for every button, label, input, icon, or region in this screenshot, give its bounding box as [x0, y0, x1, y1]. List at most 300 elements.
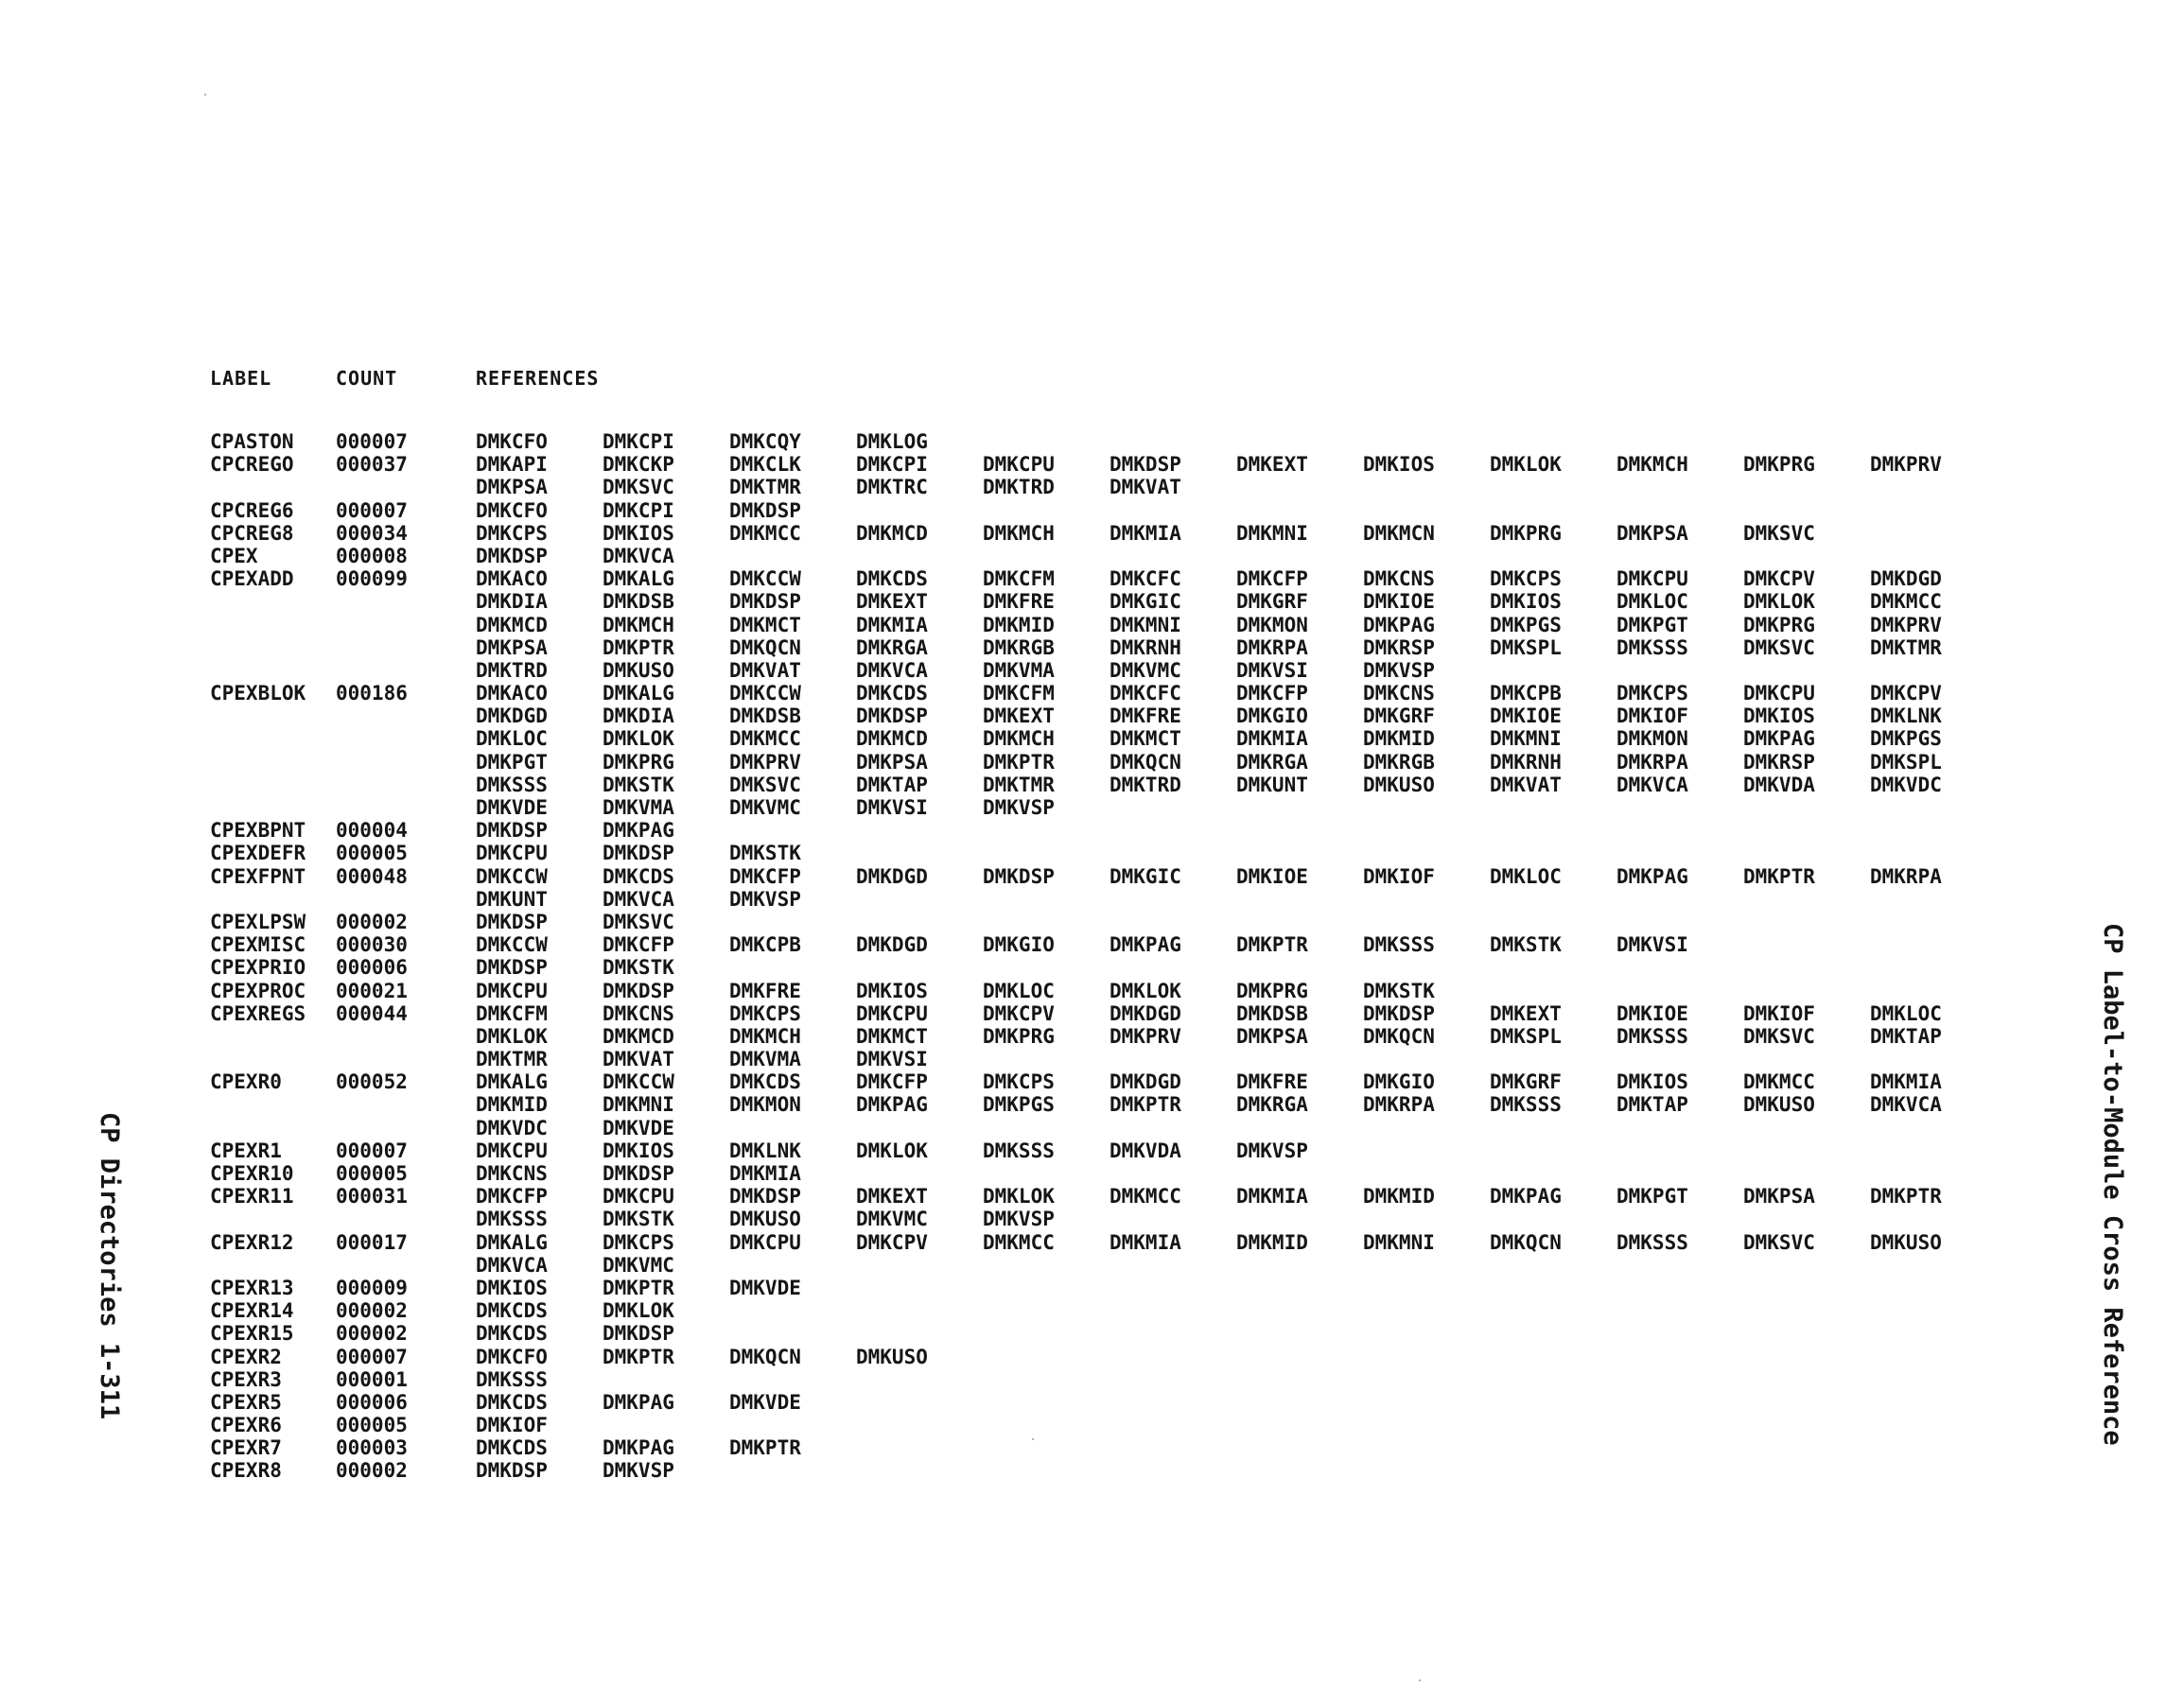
module-reference: DMKPGS	[1490, 613, 1562, 636]
module-reference: DMKCFC	[1109, 682, 1181, 705]
module-reference: DMKDSP	[476, 819, 548, 843]
module-reference: DMKDSP	[603, 1322, 674, 1346]
page-title-side: CP Label-to-Module Cross Reference	[2098, 923, 2127, 1446]
module-reference: DMKPGT	[476, 750, 548, 774]
module-reference: DMKPTR	[1743, 864, 1815, 888]
module-reference: DMKMIA	[1236, 727, 1308, 751]
module-reference: DMKFRE	[1236, 1070, 1308, 1094]
module-reference: DMKSPL	[1870, 750, 1942, 774]
row-label: CPEXPRIO	[210, 956, 306, 980]
module-reference: DMKCFM	[983, 682, 1055, 705]
module-reference: DMKDSP	[983, 864, 1055, 888]
row-count: 000048	[336, 864, 408, 888]
row-count: 000007	[336, 430, 408, 453]
module-reference: DMKCFO	[476, 498, 548, 522]
module-reference: DMKPTR	[1870, 1185, 1942, 1209]
table-row	[0, 453, 2184, 476]
module-reference: DMKGIO	[1363, 1070, 1435, 1094]
module-reference: DMKCDS	[476, 1390, 548, 1414]
row-label: CPEXDEFR	[210, 842, 306, 865]
module-reference: DMKCDS	[856, 682, 928, 705]
module-reference: DMKCPI	[603, 430, 674, 453]
row-count: 000007	[336, 498, 408, 522]
row-count: 000017	[336, 1230, 408, 1254]
row-count: 000030	[336, 933, 408, 957]
module-reference: DMKPRV	[729, 750, 801, 774]
module-reference: DMKVSI	[856, 1048, 928, 1071]
module-reference: DMKDGD	[856, 864, 928, 888]
module-reference: DMKALG	[476, 1230, 548, 1254]
module-reference: DMKVSP	[603, 1459, 674, 1483]
module-reference: DMKQCN	[729, 635, 801, 659]
module-reference: DMKDIA	[476, 590, 548, 614]
module-reference: DMKALG	[476, 1070, 548, 1094]
module-reference: DMKMID	[476, 1093, 548, 1117]
table-row-continuation	[0, 888, 2184, 911]
module-reference: DMKLOK	[1490, 453, 1562, 477]
module-reference: DMKPTR	[1109, 1093, 1181, 1117]
module-reference: DMKLOK	[603, 727, 674, 751]
module-reference: DMKTMR	[729, 476, 801, 499]
module-reference: DMKIOS	[603, 521, 674, 545]
table-row	[0, 1459, 2184, 1482]
module-reference: DMKVSI	[1236, 658, 1308, 682]
row-count: 000044	[336, 1001, 408, 1025]
module-reference: DMKMIA	[1109, 521, 1181, 545]
module-reference: DMKVMC	[856, 1208, 928, 1231]
module-reference: DMKCKP	[603, 453, 674, 477]
module-reference: DMKCPV	[1743, 567, 1815, 591]
module-reference: DMKIOS	[856, 979, 928, 1002]
module-reference: DMKSTK	[729, 842, 801, 865]
row-count: 000002	[336, 1299, 408, 1323]
table-row-continuation	[0, 1117, 2184, 1139]
module-reference: DMKQCN	[1363, 1024, 1435, 1048]
table-row	[0, 522, 2184, 545]
module-reference: DMKCPS	[1616, 682, 1688, 705]
cross-reference-table	[0, 430, 2184, 1483]
module-reference: DMKIOS	[476, 1276, 548, 1299]
module-reference: DMKCDS	[729, 1070, 801, 1094]
module-reference: DMKACO	[476, 567, 548, 591]
module-reference: DMKIOS	[1616, 1070, 1688, 1094]
module-reference: DMKSSS	[1616, 1024, 1688, 1048]
row-count: 000002	[336, 910, 408, 933]
table-row	[0, 842, 2184, 864]
module-reference: DMKQCN	[1109, 750, 1181, 774]
table-row	[0, 1070, 2184, 1093]
module-reference: DMKLOC	[1870, 1001, 1942, 1025]
module-reference: DMKSPL	[1490, 1024, 1562, 1048]
module-reference: DMKPAG	[1616, 864, 1688, 888]
module-reference: DMKPAG	[1490, 1185, 1562, 1209]
module-reference: DMKPTR	[603, 635, 674, 659]
module-reference: DMKEXT	[1490, 1001, 1562, 1025]
references-column-header: REFERENCES	[476, 367, 600, 390]
row-label: CPCREGO	[210, 453, 294, 477]
module-reference: DMKCPU	[983, 453, 1055, 477]
module-reference: DMKGIC	[1109, 864, 1181, 888]
module-reference: DMKCPB	[729, 933, 801, 957]
module-reference: DMKMON	[1236, 613, 1308, 636]
table-row-continuation	[0, 1048, 2184, 1070]
module-reference: DMKMID	[983, 613, 1055, 636]
module-reference: DMKPSA	[476, 476, 548, 499]
module-reference: DMKPTR	[1236, 933, 1308, 957]
row-label: CPEXR8	[210, 1459, 282, 1483]
module-reference: DMKUNT	[476, 887, 548, 911]
module-reference: DMKQCN	[729, 1345, 801, 1368]
module-reference: DMKRSP	[1363, 635, 1435, 659]
module-reference: DMKCPS	[983, 1070, 1055, 1094]
module-reference: DMKLOC	[1616, 590, 1688, 614]
table-row-continuation	[0, 636, 2184, 659]
module-reference: DMKIOF	[1743, 1001, 1815, 1025]
module-reference: DMKCFO	[476, 1345, 548, 1368]
table-row-continuation	[0, 476, 2184, 498]
module-reference: DMKMCC	[1109, 1185, 1181, 1209]
row-label: CPEXREGS	[210, 1001, 306, 1025]
row-label: CPEXR12	[210, 1230, 294, 1254]
module-reference: DMKCPV	[856, 1230, 928, 1254]
module-reference: DMKVDE	[603, 1116, 674, 1139]
module-reference: DMKVDE	[729, 1390, 801, 1414]
row-label: CPEXR11	[210, 1185, 294, 1209]
module-reference: DMKCCW	[476, 933, 548, 957]
module-reference: DMKVAT	[729, 658, 801, 682]
module-reference: DMKCPU	[476, 842, 548, 865]
module-reference: DMKVCA	[856, 658, 928, 682]
module-reference: DMKTAP	[856, 773, 928, 796]
module-reference: DMKUSO	[856, 1345, 928, 1368]
table-row	[0, 1162, 2184, 1185]
module-reference: DMKLOK	[1109, 979, 1181, 1002]
row-label: CPEXR2	[210, 1345, 282, 1368]
module-reference: DMKVDC	[476, 1116, 548, 1139]
module-reference: DMKTMR	[983, 773, 1055, 796]
module-reference: DMKPRG	[983, 1024, 1055, 1048]
row-label: CPEX	[210, 544, 258, 567]
module-reference: DMKMCT	[856, 1024, 928, 1048]
module-reference: DMKTAP	[1870, 1024, 1942, 1048]
table-row-continuation	[0, 1093, 2184, 1116]
module-reference: DMKPTR	[729, 1436, 801, 1460]
row-count: 000099	[336, 567, 408, 591]
table-row	[0, 1231, 2184, 1254]
module-reference: DMKPAG	[1743, 727, 1815, 751]
module-reference: DMKCCW	[603, 1070, 674, 1094]
module-reference: DMKSPL	[1490, 635, 1562, 659]
module-reference: DMKCFM	[983, 567, 1055, 591]
module-reference: DMKTRD	[983, 476, 1055, 499]
module-reference: DMKSVC	[603, 476, 674, 499]
module-reference: DMKRPA	[1870, 864, 1942, 888]
row-count: 000034	[336, 521, 408, 545]
module-reference: DMKPAG	[603, 1436, 674, 1460]
module-reference: DMKMNI	[1363, 1230, 1435, 1254]
module-reference: DMKVDA	[1109, 1139, 1181, 1162]
module-reference: DMKALG	[603, 682, 674, 705]
module-reference: DMKGIO	[983, 933, 1055, 957]
table-row	[0, 980, 2184, 1002]
module-reference: DMKPTR	[983, 750, 1055, 774]
module-reference: DMKVSP	[983, 1208, 1055, 1231]
row-label: CPEXR6	[210, 1414, 282, 1437]
module-reference: DMKLOC	[983, 979, 1055, 1002]
table-row	[0, 682, 2184, 704]
module-reference: DMKSSS	[476, 1208, 548, 1231]
module-reference: DMKCDS	[476, 1299, 548, 1323]
module-reference: DMKMID	[1236, 1230, 1308, 1254]
module-reference: DMKUNT	[1236, 773, 1308, 796]
module-reference: DMKRNH	[1109, 635, 1181, 659]
module-reference: DMKEXT	[1236, 453, 1308, 477]
row-count: 000005	[336, 842, 408, 865]
module-reference: DMKCLK	[729, 453, 801, 477]
module-reference: DMKPSA	[476, 635, 548, 659]
table-row	[0, 430, 2184, 453]
module-reference: DMKCCW	[729, 682, 801, 705]
module-reference: DMKSVC	[1743, 1230, 1815, 1254]
row-label: CPEXADD	[210, 567, 294, 591]
row-label: CPASTON	[210, 430, 294, 453]
table-row-continuation	[0, 1254, 2184, 1277]
table-row	[0, 1436, 2184, 1459]
module-reference: DMKPTR	[603, 1276, 674, 1299]
row-count: 000008	[336, 544, 408, 567]
module-reference: DMKCNS	[1363, 682, 1435, 705]
row-count: 000007	[336, 1345, 408, 1368]
module-reference: DMKCFO	[476, 430, 548, 453]
module-reference: DMKUSO	[603, 658, 674, 682]
row-count: 000005	[336, 1162, 408, 1185]
table-row	[0, 1414, 2184, 1436]
module-reference: DMKCFP	[476, 1185, 548, 1209]
module-reference: DMKMIA	[1236, 1185, 1308, 1209]
module-reference: DMKCPU	[476, 979, 548, 1002]
module-reference: DMKTRD	[1109, 773, 1181, 796]
module-reference: DMKIOE	[1490, 704, 1562, 728]
module-reference: DMKSTK	[1490, 933, 1562, 957]
module-reference: DMKSVC	[1743, 635, 1815, 659]
module-reference: DMKMCH	[983, 727, 1055, 751]
module-reference: DMKRGA	[856, 635, 928, 659]
table-row-continuation	[0, 796, 2184, 819]
module-reference: DMKMNI	[603, 1093, 674, 1117]
module-reference: DMKMCH	[1616, 453, 1688, 477]
module-reference: DMKRGA	[1236, 750, 1308, 774]
module-reference: DMKPAG	[856, 1093, 928, 1117]
module-reference: DMKPRG	[1236, 979, 1308, 1002]
module-reference: DMKGRF	[1363, 704, 1435, 728]
row-label: CPCREG6	[210, 498, 294, 522]
module-reference: DMKPRV	[1870, 453, 1942, 477]
module-reference: DMKLOK	[856, 1139, 928, 1162]
module-reference: DMKVMA	[729, 1048, 801, 1071]
module-reference: DMKPRV	[1109, 1024, 1181, 1048]
module-reference: DMKMCH	[983, 521, 1055, 545]
module-reference: DMKMCD	[856, 521, 928, 545]
row-label: CPEXR1	[210, 1139, 282, 1162]
row-label: CPEXMISC	[210, 933, 306, 957]
module-reference: DMKMNI	[1236, 521, 1308, 545]
module-reference: DMKSVC	[603, 910, 674, 933]
module-reference: DMKEXT	[983, 704, 1055, 728]
module-reference: DMKDGD	[856, 933, 928, 957]
table-row	[0, 1322, 2184, 1345]
table-row	[0, 1139, 2184, 1162]
module-reference: DMKPGS	[1870, 727, 1942, 751]
module-reference: DMKDIA	[603, 704, 674, 728]
module-reference: DMKMCT	[729, 613, 801, 636]
module-reference: DMKMCC	[1743, 1070, 1815, 1094]
module-reference: DMKIOF	[1363, 864, 1435, 888]
module-reference: DMKVSP	[1236, 1139, 1308, 1162]
module-reference: DMKMON	[1616, 727, 1688, 751]
module-reference: DMKCPS	[729, 1001, 801, 1025]
module-reference: DMKIOS	[1743, 704, 1815, 728]
table-row	[0, 956, 2184, 979]
module-reference: DMKVSI	[1616, 933, 1688, 957]
module-reference: DMKUSO	[1363, 773, 1435, 796]
module-reference: DMKIOE	[1363, 590, 1435, 614]
module-reference: DMKPSA	[1236, 1024, 1308, 1048]
module-reference: DMKLNK	[729, 1139, 801, 1162]
module-reference: DMKDSP	[1363, 1001, 1435, 1025]
module-reference: DMKSVC	[729, 773, 801, 796]
module-reference: DMKSVC	[1743, 521, 1815, 545]
module-reference: DMKPAG	[1109, 933, 1181, 957]
module-reference: DMKDSP	[1109, 453, 1181, 477]
row-label: CPEXR7	[210, 1436, 282, 1460]
table-row	[0, 1391, 2184, 1414]
module-reference: DMKCFP	[729, 864, 801, 888]
row-count: 000021	[336, 979, 408, 1002]
module-reference: DMKVAT	[1490, 773, 1562, 796]
table-row-continuation	[0, 751, 2184, 774]
module-reference: DMKSSS	[1616, 1230, 1688, 1254]
module-reference: DMKLOC	[1490, 864, 1562, 888]
module-reference: DMKCPI	[603, 498, 674, 522]
module-reference: DMKVAT	[603, 1048, 674, 1071]
module-reference: DMKPGT	[1616, 1185, 1688, 1209]
module-reference: DMKTRC	[856, 476, 928, 499]
module-reference: DMKSSS	[1616, 635, 1688, 659]
scan-speck	[1032, 1438, 1034, 1440]
module-reference: DMKDGD	[1109, 1001, 1181, 1025]
module-reference: DMKCFP	[603, 933, 674, 957]
module-reference: DMKVCA	[1870, 1093, 1942, 1117]
module-reference: DMKCPS	[603, 1230, 674, 1254]
module-reference: DMKCPU	[1743, 682, 1815, 705]
module-reference: DMKPRG	[1743, 453, 1815, 477]
module-reference: DMKCNS	[1363, 567, 1435, 591]
module-reference: DMKVDC	[1870, 773, 1942, 796]
row-count: 000031	[336, 1185, 408, 1209]
module-reference: DMKMIA	[856, 613, 928, 636]
module-reference: DMKAPI	[476, 453, 548, 477]
module-reference: DMKDSP	[476, 910, 548, 933]
module-reference: DMKMCC	[983, 1230, 1055, 1254]
module-reference: DMKPSA	[856, 750, 928, 774]
module-reference: DMKMNI	[1490, 727, 1562, 751]
module-reference: DMKCNS	[476, 1162, 548, 1185]
module-reference: DMKVCA	[603, 544, 674, 567]
module-reference: DMKPAG	[603, 1390, 674, 1414]
table-row	[0, 933, 2184, 956]
module-reference: DMKLOG	[856, 430, 928, 453]
table-row-continuation	[0, 727, 2184, 750]
module-reference: DMKIOS	[1490, 590, 1562, 614]
module-reference: DMKCPI	[856, 453, 928, 477]
module-reference: DMKCPU	[603, 1185, 674, 1209]
module-reference: DMKCPS	[1490, 567, 1562, 591]
row-count: 000002	[336, 1459, 408, 1483]
count-column-header: COUNT	[336, 367, 398, 390]
table-row	[0, 819, 2184, 842]
row-count: 000005	[336, 1414, 408, 1437]
module-reference: DMKCNS	[603, 1001, 674, 1025]
module-reference: DMKPRG	[1743, 613, 1815, 636]
module-reference: DMKDSB	[1236, 1001, 1308, 1025]
module-reference: DMKVCA	[1616, 773, 1688, 796]
module-reference: DMKPAG	[603, 819, 674, 843]
module-reference: DMKRNH	[1490, 750, 1562, 774]
row-label: CPEXR0	[210, 1070, 282, 1094]
label-column-header: LABEL	[210, 367, 272, 390]
module-reference: DMKLOK	[1743, 590, 1815, 614]
module-reference: DMKCPU	[856, 1001, 928, 1025]
module-reference: DMKPGT	[1616, 613, 1688, 636]
module-reference: DMKVDE	[729, 1276, 801, 1299]
module-reference: DMKMIA	[729, 1162, 801, 1185]
module-reference: DMKCFC	[1109, 567, 1181, 591]
module-reference: DMKCCW	[476, 864, 548, 888]
module-reference: DMKIOE	[1236, 864, 1308, 888]
row-label: CPEXPROC	[210, 979, 306, 1002]
module-reference: DMKSSS	[476, 773, 548, 796]
module-reference: DMKDSB	[603, 590, 674, 614]
module-reference: DMKCFP	[1236, 567, 1308, 591]
module-reference: DMKFRE	[1109, 704, 1181, 728]
module-reference: DMKDSP	[729, 590, 801, 614]
scan-speck	[204, 94, 206, 96]
module-reference: DMKGIC	[1109, 590, 1181, 614]
module-reference: DMKSSS	[1490, 1093, 1562, 1117]
row-count: 000002	[336, 1322, 408, 1346]
module-reference: DMKVMA	[983, 658, 1055, 682]
module-reference: DMKCDS	[476, 1322, 548, 1346]
module-reference: DMKFRE	[983, 590, 1055, 614]
module-reference: DMKMCC	[729, 727, 801, 751]
module-reference: DMKIOE	[1616, 1001, 1688, 1025]
module-reference: DMKLNK	[1870, 704, 1942, 728]
module-reference: DMKCPB	[1490, 682, 1562, 705]
module-reference: DMKDSP	[603, 842, 674, 865]
module-reference: DMKFRE	[729, 979, 801, 1002]
module-reference: DMKRGB	[983, 635, 1055, 659]
row-count: 000006	[336, 1390, 408, 1414]
row-count: 000037	[336, 453, 408, 477]
module-reference: DMKDSP	[729, 498, 801, 522]
module-reference: DMKIOF	[1616, 704, 1688, 728]
module-reference: DMKVCA	[476, 1253, 548, 1277]
module-reference: DMKPTR	[603, 1345, 674, 1368]
table-row-continuation	[0, 1025, 2184, 1048]
module-reference: DMKMON	[729, 1093, 801, 1117]
table-row	[0, 1002, 2184, 1025]
module-reference: DMKVAT	[1109, 476, 1181, 499]
